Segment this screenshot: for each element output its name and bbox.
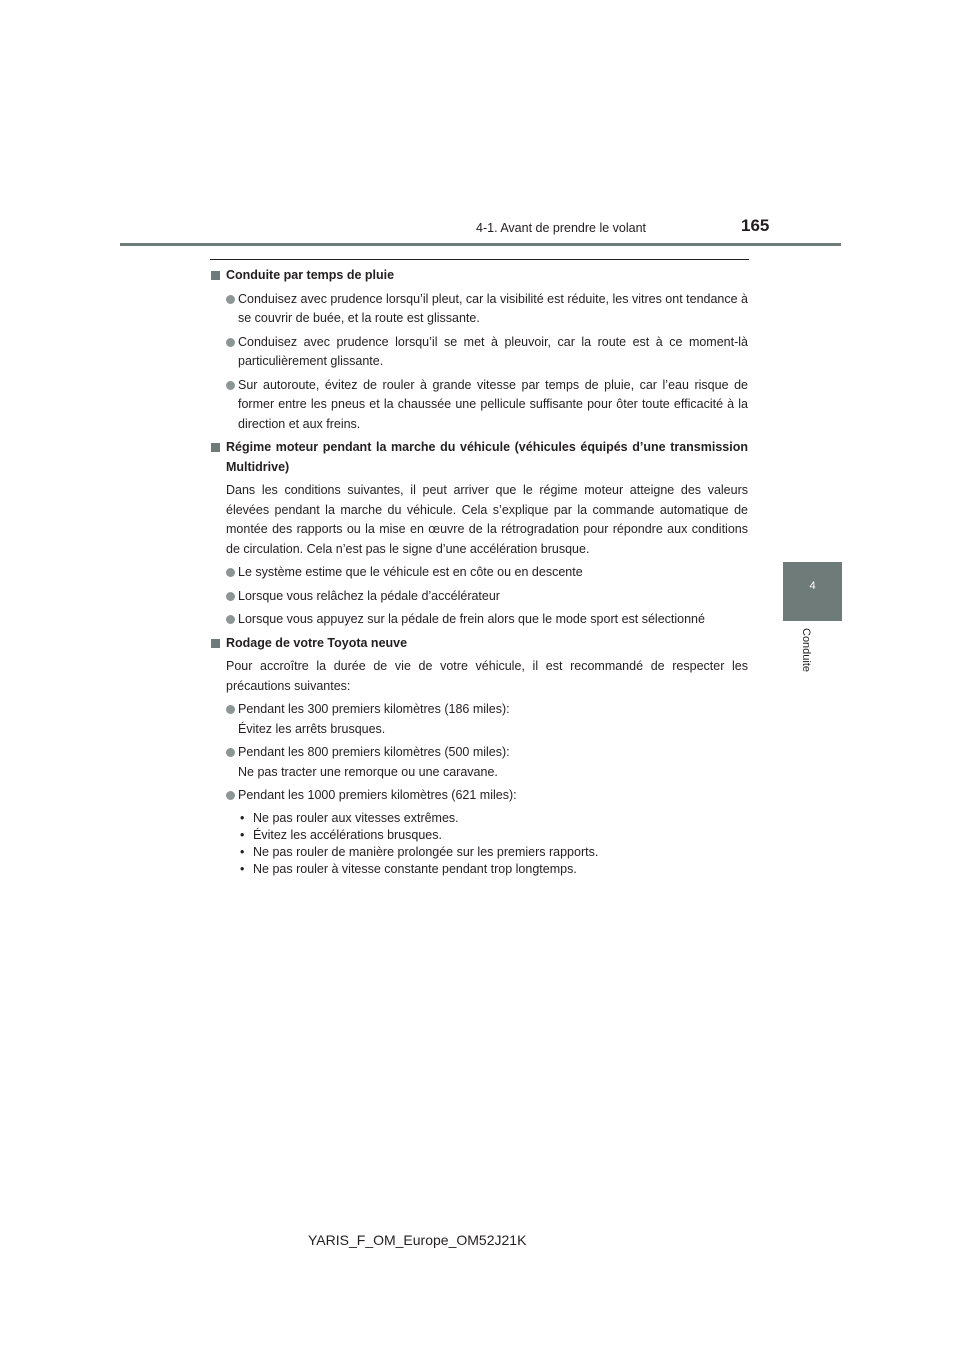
list-item-text: Pendant les 300 premiers kilomètres (186 miles): <box>238 702 510 716</box>
list-item <box>210 743 748 782</box>
round-bullet-icon <box>226 338 235 347</box>
list-item-text: Le système estime que le véhicule est en côte ou en descente <box>238 565 583 579</box>
page-number: 165 <box>741 216 770 235</box>
sub-list <box>210 810 748 878</box>
section-heading <box>210 266 748 286</box>
sub-list-item: • Ne pas rouler de manière prolongée sur les premiers rapports. <box>238 844 748 861</box>
section-heading <box>210 634 748 654</box>
sub-list-item: • Ne pas rouler aux vitesses extrêmes. <box>238 810 748 827</box>
list-item-text: Pendant les 1000 premiers kilomètres (621 miles): <box>238 788 517 802</box>
list-item <box>210 563 748 583</box>
round-bullet-icon <box>226 381 235 390</box>
list-item <box>210 700 748 739</box>
round-bullet-icon <box>226 791 235 800</box>
chapter-tab <box>783 562 842 621</box>
list-item <box>210 610 748 630</box>
document-footer: YARIS_F_OM_Europe_OM52J21K <box>308 1232 527 1248</box>
round-bullet-icon <box>226 592 235 601</box>
section-rain-driving <box>210 266 748 434</box>
list-item-text: Lorsque vous appuyez sur la pédale de frein alors que le mode sport est sélectionné <box>238 612 705 626</box>
list-item-text: Conduisez avec prudence lorsqu’il pleut, car la visibilité est réduite, les vitres ont tendance à se couvrir de buée, et la route est glissante. <box>238 291 748 325</box>
section-title: 4-1. Avant de prendre le volant <box>476 221 647 235</box>
section-break-in <box>210 634 748 878</box>
section-heading <box>210 438 748 477</box>
section-engine-speed <box>210 438 748 630</box>
list-item <box>210 333 748 372</box>
round-bullet-icon <box>226 705 235 714</box>
square-bullet-icon <box>211 443 220 452</box>
round-bullet-icon <box>226 295 235 304</box>
square-bullet-icon <box>211 639 220 648</box>
section-heading-text: Conduite par temps de pluie <box>226 268 395 282</box>
list-item-text: Pendant les 800 premiers kilomètres (500 miles): <box>238 745 510 759</box>
chapter-label: Conduite <box>800 628 812 673</box>
header-divider <box>120 243 841 246</box>
list-item <box>210 376 748 435</box>
list-item <box>210 290 748 329</box>
section-paragraph: Dans les conditions suivantes, il peut arriver que le régime moteur atteigne des valeurs élevées pendant la marche du véhicule. Cela s’explique par la commande automatique de montée des rapports ou la mise en œuvre de la rétrogradation pour répondre aux conditions de circulation. Cela n’est pas le signe d’une accélération brusque. <box>226 483 748 556</box>
square-bullet-icon <box>211 271 220 280</box>
section-paragraph: Pour accroître la durée de vie de votre véhicule, il est recommandé de respecter les précautions suivantes: <box>226 659 748 693</box>
main-content <box>210 266 748 878</box>
round-bullet-icon <box>226 568 235 577</box>
list-item-text: Ne pas tracter une remorque ou une caravane. <box>238 764 498 779</box>
sub-list-item: • Évitez les accélérations brusques. <box>238 827 748 844</box>
chapter-number: 4 <box>809 580 816 592</box>
round-bullet-icon <box>226 748 235 757</box>
sub-list-item: • Ne pas rouler à vitesse constante pendant trop longtemps. <box>238 861 748 878</box>
list-item-text: Sur autoroute, évitez de rouler à grande vitesse par temps de pluie, car l’eau risque de former entre les pneus et la chaussée une pellicule suffisante pour ôter toute efficacité à la direction et aux freins. <box>238 377 748 431</box>
list-item <box>210 786 748 806</box>
section-heading-text: Régime moteur pendant la marche du véhicule (véhicules équipés d’une transmission Multidrive) <box>226 440 748 474</box>
content-top-divider <box>210 259 749 260</box>
list-item <box>210 587 748 607</box>
round-bullet-icon <box>226 615 235 624</box>
list-item-text: Évitez les arrêts brusques. <box>238 721 386 736</box>
list-item-text: Lorsque vous relâchez la pédale d’accélérateur <box>238 588 500 603</box>
section-heading-text: Rodage de votre Toyota neuve <box>226 635 408 650</box>
list-item-text: Conduisez avec prudence lorsqu’il se met à pleuvoir, car la route est à ce moment-là particulièrement glissante. <box>238 334 748 368</box>
